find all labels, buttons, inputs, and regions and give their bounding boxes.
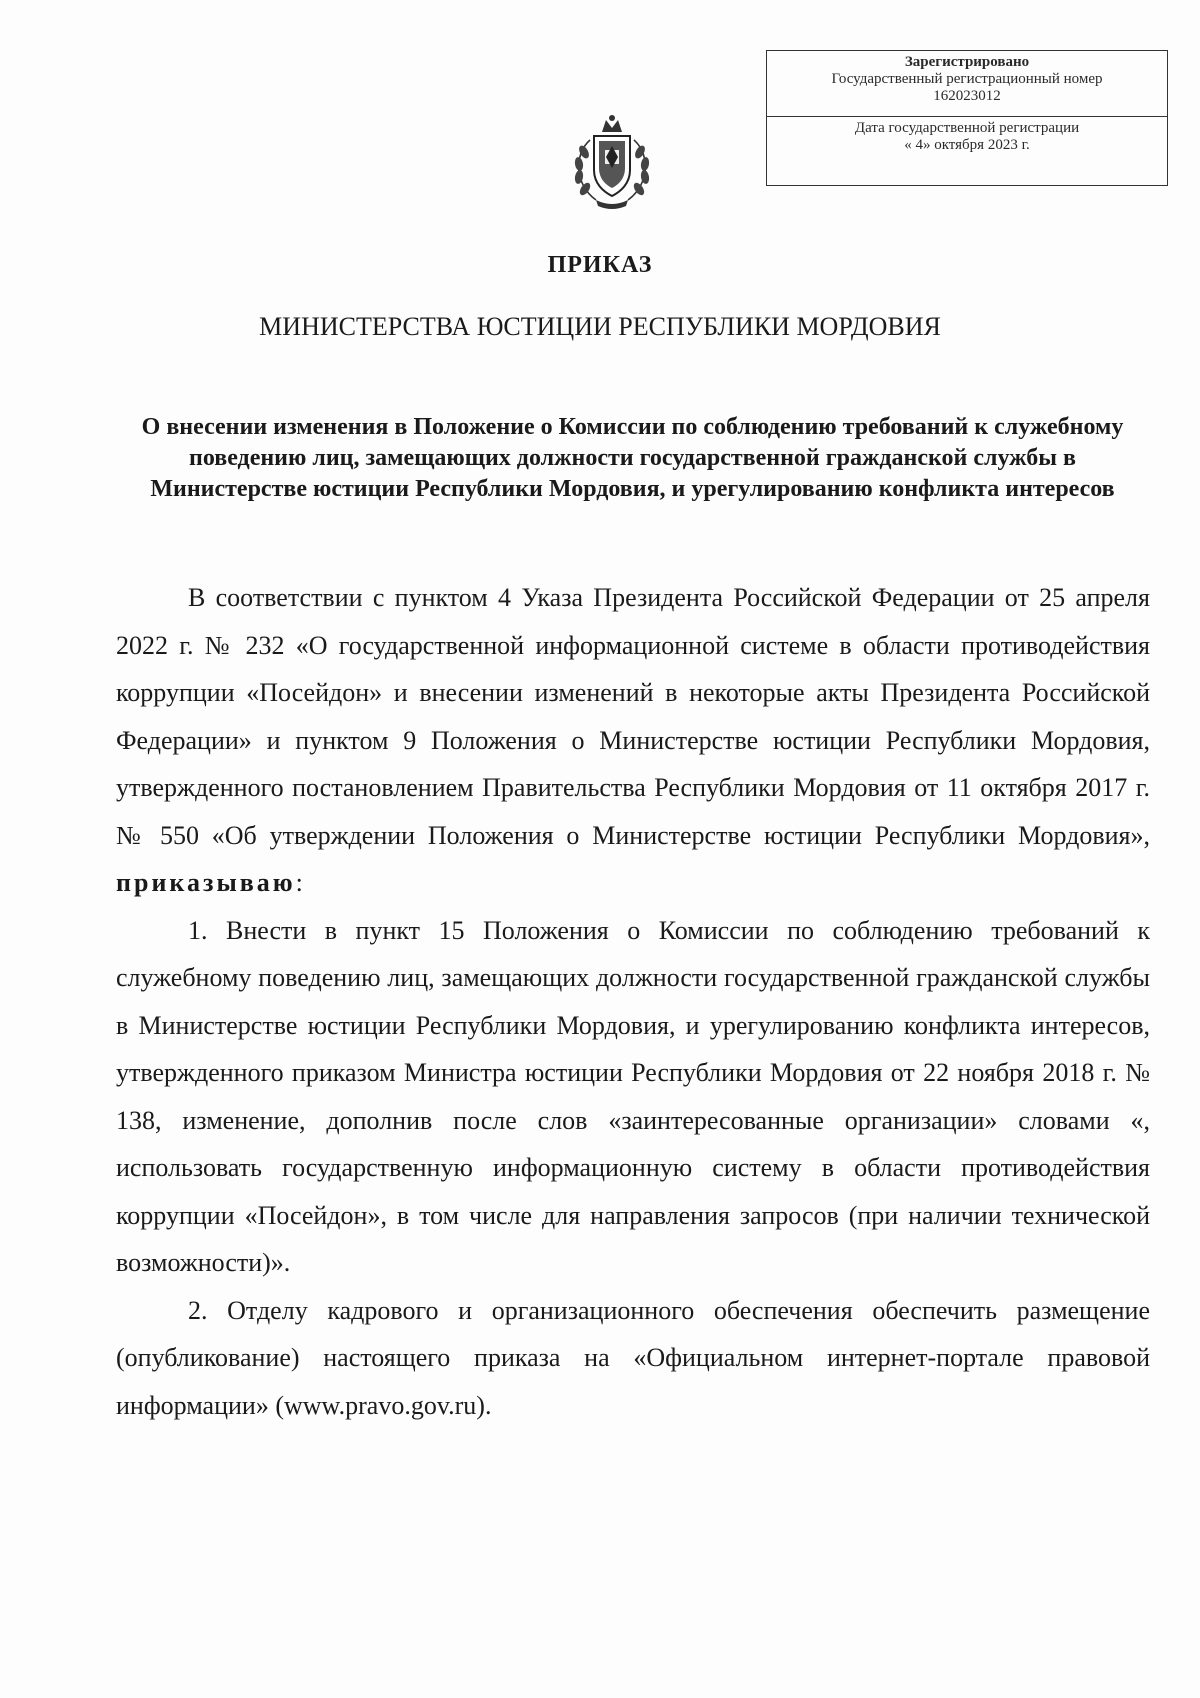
registration-number-label: Государственный регистрационный номер bbox=[831, 71, 1103, 87]
coat-of-arms-icon bbox=[566, 110, 658, 218]
registration-date-label: Дата государственной регистрации bbox=[854, 120, 1080, 136]
registration-stamp-top bbox=[767, 51, 1167, 117]
document-type: ПРИКАЗ bbox=[547, 252, 653, 278]
preamble-text: В соответствии с пунктом 4 Указа Президента Российской Федерации от 25 апреля 2022 г. № 232 «О государственной информационной системе в области противодействия коррупции «Посейдон» и внесении изменений в некоторые акты Президента Российской Федерации» и пунктом 9 Положения о Министерстве юстиции Республики Мордовия, утвержденного постановлением Правительства Республики Мордовия от 11 октября 2017 г. № 550 «Об утверждении Положения о Министерстве юстиции Республики Мордовия», bbox=[116, 583, 1150, 850]
document-body bbox=[116, 574, 1150, 1429]
registration-date: « 4» октября 2023 г. bbox=[904, 137, 1030, 153]
order-item-1: 1. Внести в пункт 15 Положения о Комиссии по соблюдению требований к служебному поведению лиц, замещающих должности государственной гражданской службы в Министерстве юстиции Республики Мордовия, и урегулированию конфликта интересов, утвержденного приказом Министра юстиции Республики Мордовия от 22 ноября 2018 г. № 138, изменение, дополнив после слов «заинтересованные организации» словами «, использовать государственную информационную систему в области противодействия коррупции «Посейдон», в том числе для направления запросов (при наличии технической возможности)». bbox=[116, 915, 1150, 1277]
order-item-2: 2. Отделу кадрового и организационного обеспечения обеспечить размещение (опубликование) настоящего приказа на «Официальном интернет-портале правовой информации» (www.pravo.gov.ru). bbox=[116, 1295, 1150, 1420]
order-colon: : bbox=[295, 868, 303, 897]
preamble-paragraph bbox=[116, 574, 1150, 907]
registration-stamp-bottom bbox=[767, 117, 1167, 154]
document-subject: О внесении изменения в Положение о Комиссии по соблюдению требований к служебному поведению лиц, замещающих должности государственной гражданской службы в Министерстве юстиции Республики Мордовия, и урегулированию конфликта интересов bbox=[141, 414, 1124, 502]
registration-stamp bbox=[766, 50, 1168, 186]
registration-number: 162023012 bbox=[933, 88, 1001, 104]
order-word: приказываю bbox=[116, 868, 296, 897]
issuing-ministry: МИНИСТЕРСТВА ЮСТИЦИИ РЕСПУБЛИКИ МОРДОВИЯ bbox=[259, 312, 941, 341]
registration-title: Зарегистрировано bbox=[904, 54, 1030, 70]
